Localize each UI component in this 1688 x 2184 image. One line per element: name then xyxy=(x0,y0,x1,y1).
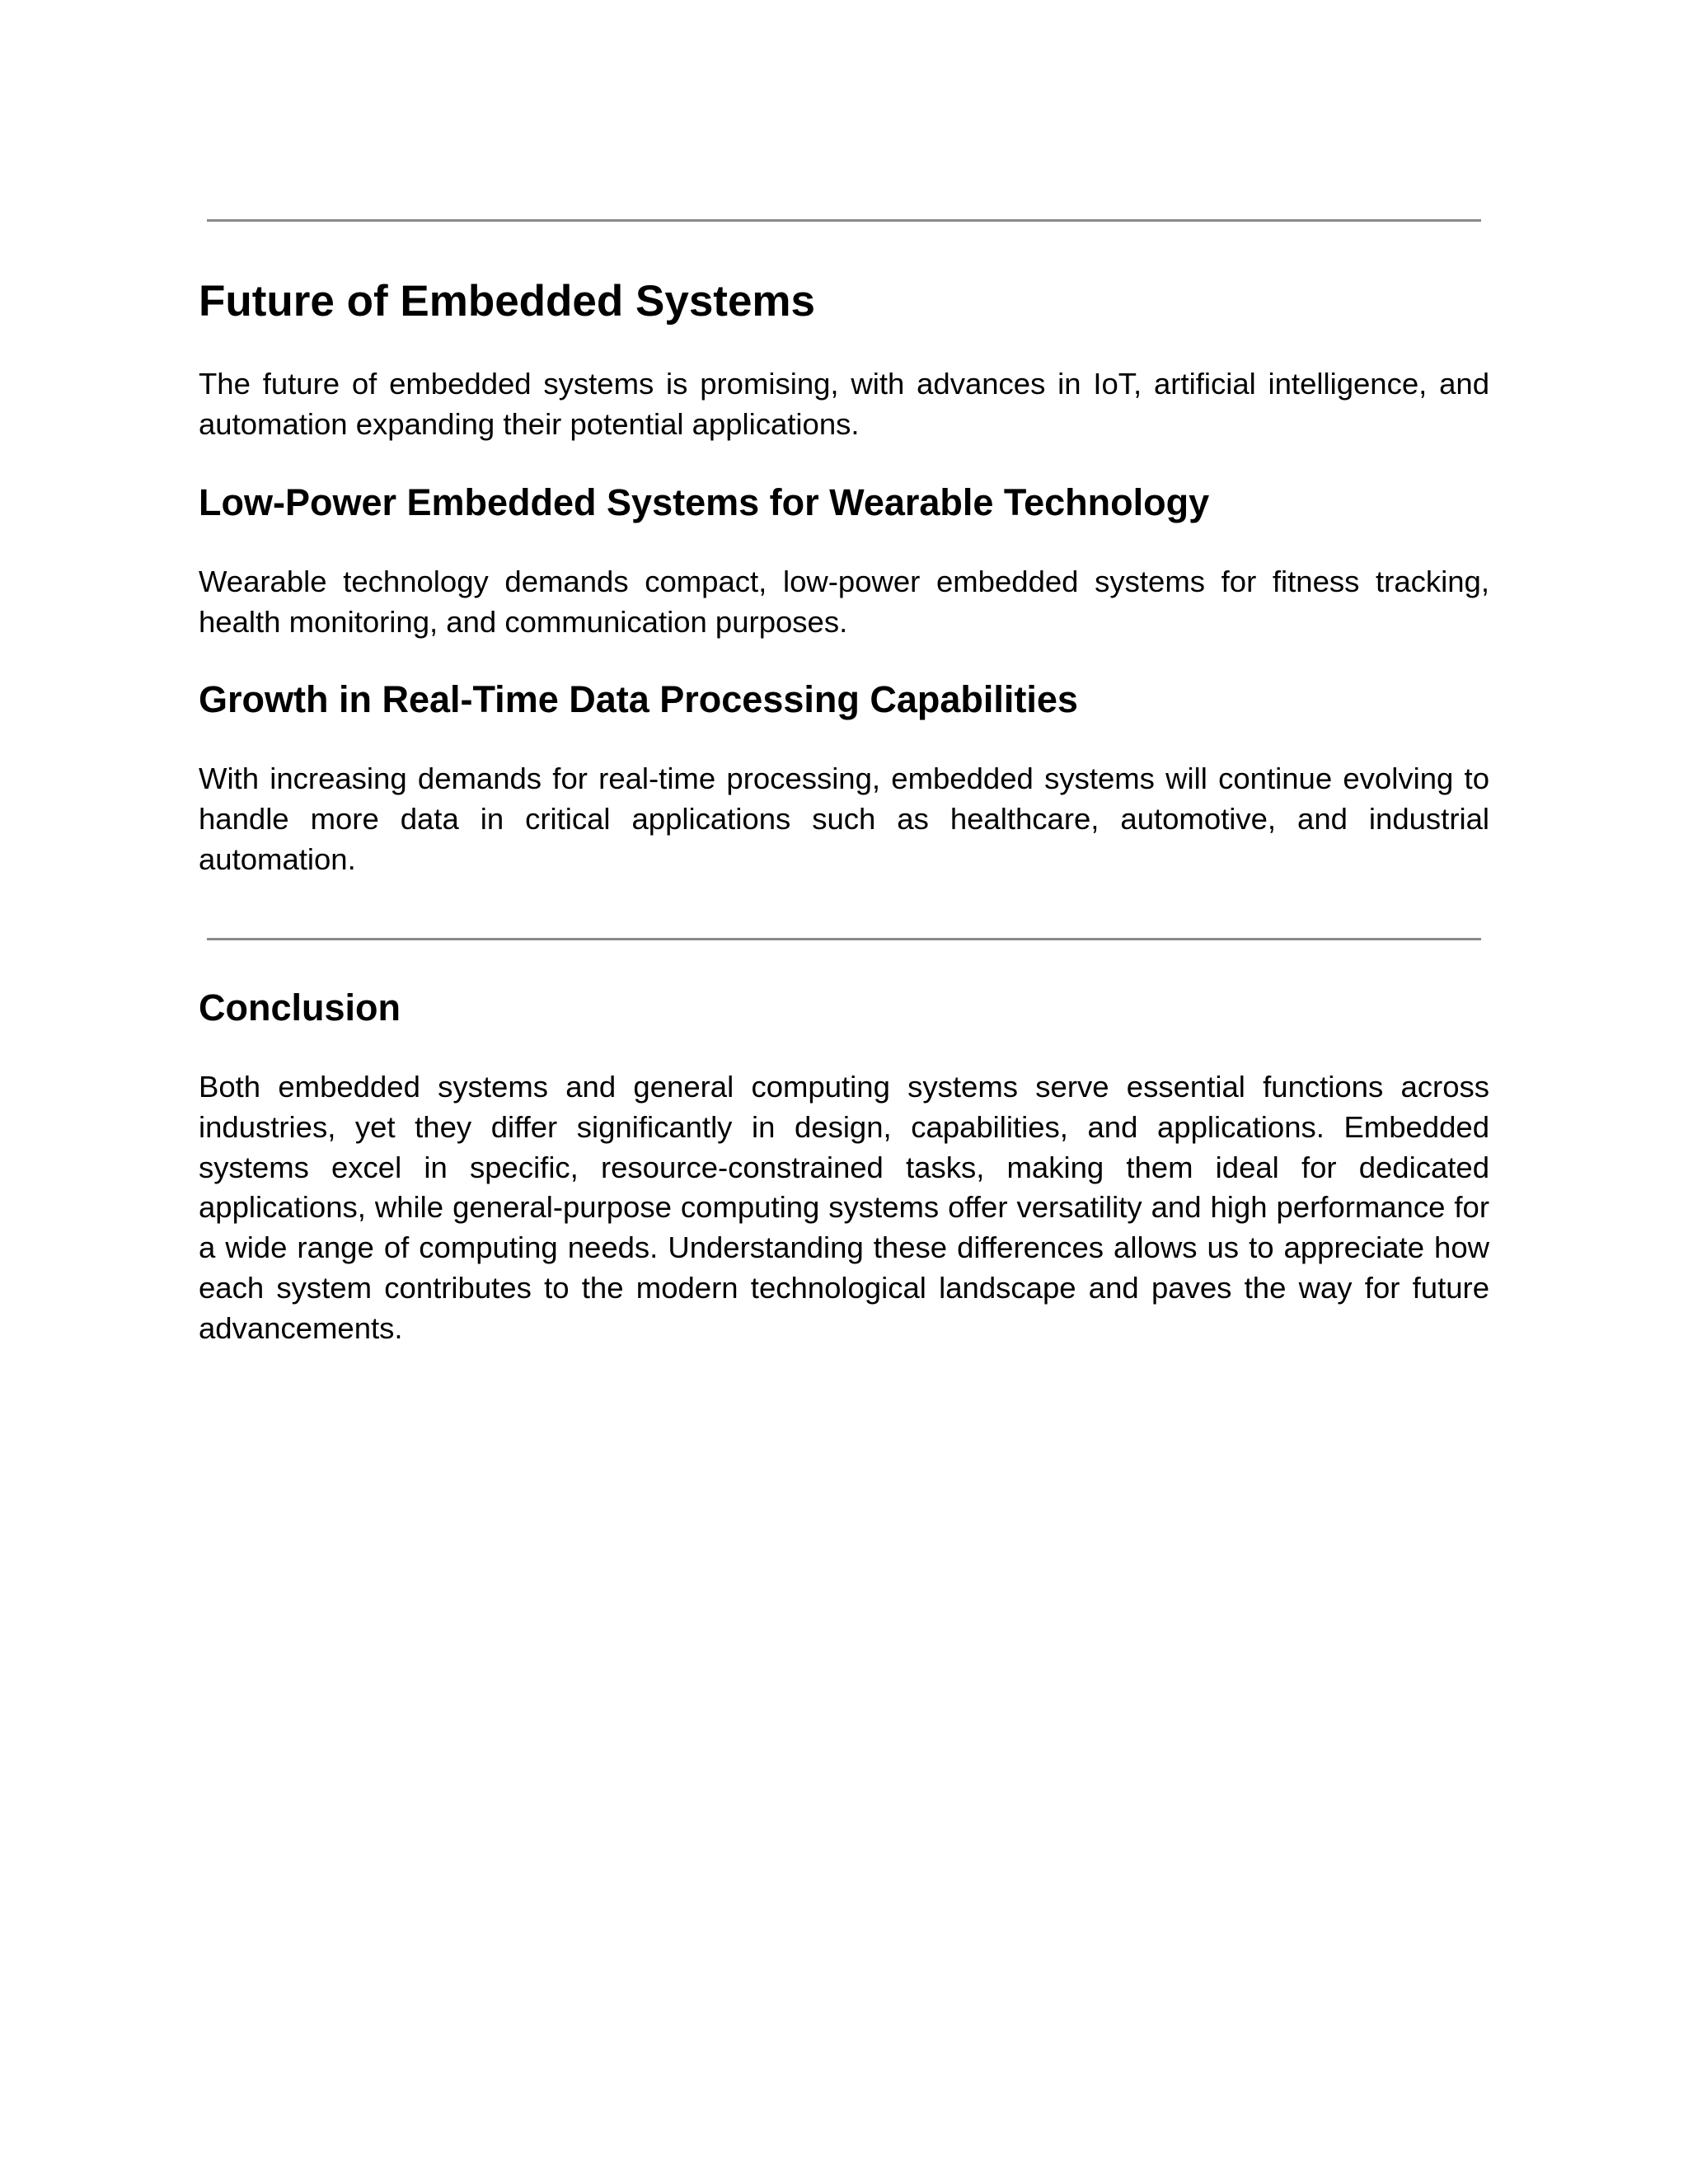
subsection-heading-real-time: Growth in Real-Time Data Processing Capabilities xyxy=(199,678,1078,720)
section-paragraph-future: The future of embedded systems is promising, with advances in IoT, artificial intelligence, and automation expanding their potential applications. xyxy=(199,367,1489,441)
section-paragraph-conclusion: Both embedded systems and general computing systems serve essential functions across industries, yet they differ significantly in design, capabilities, and applications. Embedded systems excel in specific, resource-constrained tasks, making them ideal for dedicated applications, while general-purpose computing systems offer versatility and high performance for a wide range of computing needs. Understanding these differences allows us to appreciate how each system contributes to the modern technological landscape and paves the way for future advancements. xyxy=(199,1070,1489,1345)
subsection-paragraph-low-power: Wearable technology demands compact, low-power embedded systems for fitness tracking, health monitoring, and communication purposes. xyxy=(199,565,1489,639)
subsection-paragraph-real-time: With increasing demands for real-time processing, embedded systems will continue evolving to handle more data in critical applications such as healthcare, automotive, and industrial automation. xyxy=(199,762,1489,876)
subsection-heading-low-power: Low-Power Embedded Systems for Wearable Technology xyxy=(199,481,1210,523)
section-heading-conclusion: Conclusion xyxy=(199,987,401,1029)
horizontal-divider-top xyxy=(207,219,1481,222)
section-heading-future: Future of Embedded Systems xyxy=(199,277,816,326)
horizontal-divider-bottom xyxy=(207,938,1481,940)
